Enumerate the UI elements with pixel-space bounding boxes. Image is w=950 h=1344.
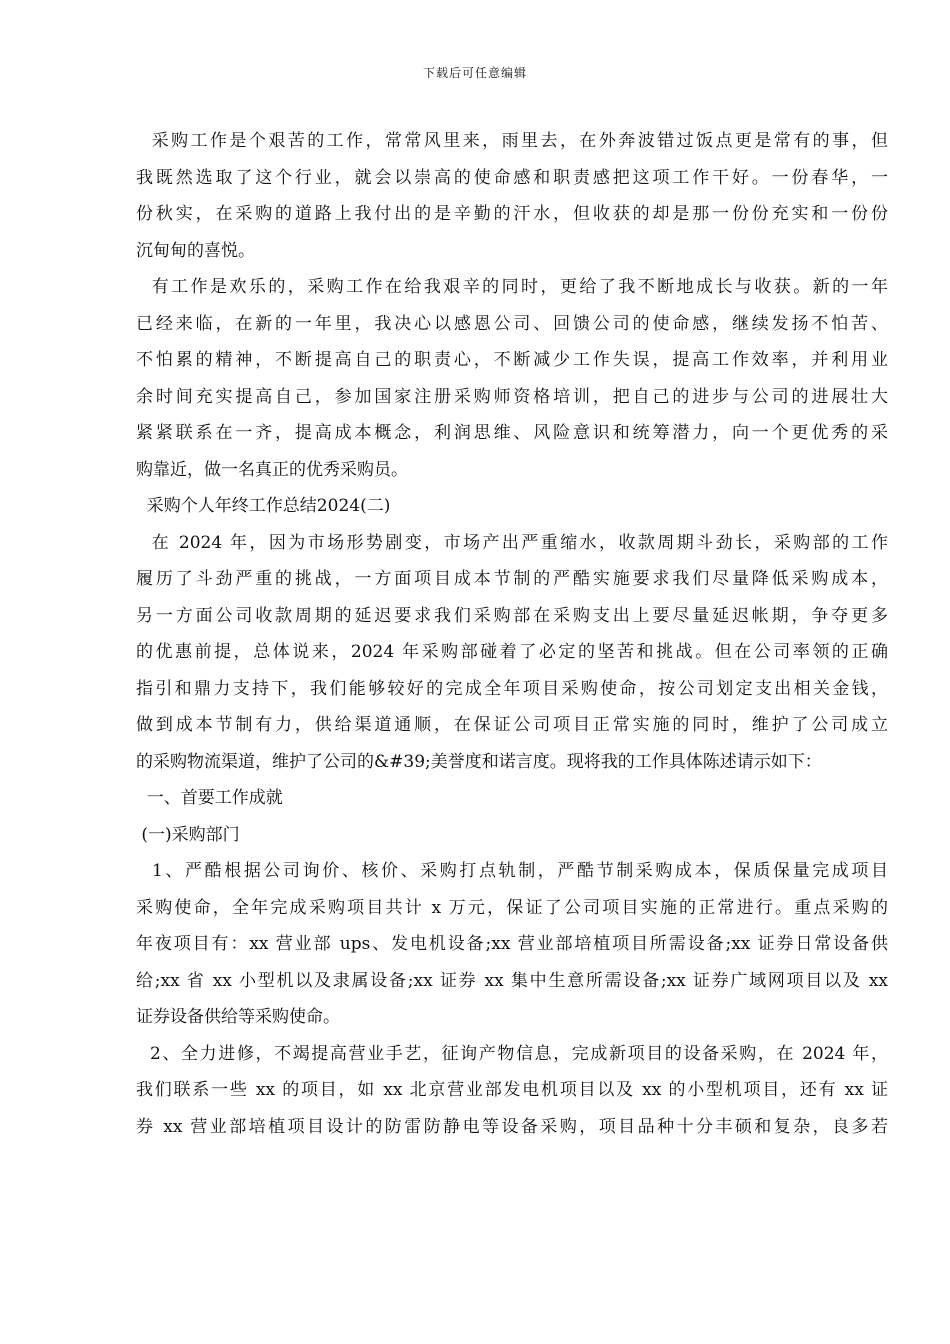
text-line: 一、首要工作成就	[136, 788, 283, 808]
text-line: 采购个人年终工作总结2024(二)	[136, 496, 391, 516]
text-line: 的优惠前提，总体说来，2024 年采购部碰着了必定的坚苦和挑战。但在公司率领的正确	[136, 642, 888, 662]
paragraph-2	[136, 269, 888, 488]
paragraph-item-1	[136, 853, 888, 1036]
text-line: 履历了斗劲严重的挑战，一方面项目成本节制的严酷实施要求我们尽量降低采购成本，	[136, 569, 888, 589]
text-line: 给;xx 省 xx 小型机以及隶属设备;xx 证券 xx 集中生意所需设备;xx 证券广域网项目以及 xx	[136, 970, 888, 991]
text-line: 已经来临，在新的一年里，我决心以感恩公司、回馈公司的使命感，继续发扬不怕苦、	[136, 313, 888, 334]
text-line: 证券设备供给等采购使命。	[136, 1007, 340, 1027]
text-line: 份秋实，在采购的道路上我付出的是辛勤的汗水，但收获的却是那一份份充实和一份份	[136, 204, 888, 224]
text-line: 余时间充实提高自己，参加国家注册采购师资格培训，把自己的进步与公司的进展壮大	[136, 386, 888, 407]
text-line: 采购工作是个艰苦的工作，常常风里来，雨里去，在外奔波错过饭点更是常有的事，但	[136, 131, 888, 151]
text-line: 在 2024 年，因为市场形势剧变，市场产出严重缩水，收款周期斗劲长，采购部的工作	[136, 532, 888, 553]
text-line: 沉甸甸的喜悦。	[136, 240, 255, 261]
text-line: 不怕累的精神，不断提高自己的职责心，不断减少工作失误，提高工作效率，并利用业	[136, 350, 888, 370]
text-line: 我们联系一些 xx 的项目，如 xx 北京营业部发电机项目以及 xx 的小型机项目，还有 xx 证	[136, 1080, 888, 1100]
page-header-note: 下载后可任意编辑	[422, 66, 527, 80]
text-line: 有工作是欢乐的，采购工作在给我艰辛的同时，更给了我不断地成长与收获。新的一年	[136, 277, 888, 297]
section-heading-2024-part-2	[136, 488, 888, 525]
text-line: 券 xx 营业部培植项目设计的防雷防静电等设备采购，项目品种十分丰硕和复杂，良多若	[136, 1116, 888, 1137]
paragraph-3	[136, 525, 888, 781]
document-body	[136, 123, 888, 1145]
text-line: 紧紧联系在一齐，提高成本概念，利润思维、风险意识和统筹潜力，向一个更优秀的采	[136, 423, 888, 443]
section-heading-main-achievements	[136, 780, 888, 817]
text-line: 采购使命，全年完成采购项目共计 x 万元，保证了公司项目实施的正常进行。重点采购的	[136, 897, 888, 918]
text-line: 另一方面公司收款周期的延迟要求我们采购部在采购支出上要尽量延迟帐期，争夺更多	[136, 605, 888, 626]
text-line: 购靠近，做一名真正的优秀采购员。	[136, 459, 408, 480]
text-line: 做到成本节制有力，供给渠道通顺，在保证公司项目正常实施的同时，维护了公司成立	[136, 715, 888, 735]
text-line: (一)采购部门	[136, 824, 240, 845]
text-line: 我既然选取了这个行业，就会以崇高的使命感和职责感把这项工作干好。一份春华，一	[136, 167, 888, 188]
paragraph-1	[136, 123, 888, 269]
text-line: 1、严酷根据公司询价、核价、采购打点轨制，严酷节制采购成本，保质保量完成项目	[136, 861, 888, 881]
text-line: 2、全力进修，不竭提高营业手艺，征询产物信息，完成新项目的设备采购，在 2024 年，	[136, 1043, 888, 1064]
paragraph-item-2	[136, 1036, 888, 1146]
text-line: 年夜项目有：xx 营业部 ups、发电机设备;xx 营业部培植项目所需设备;xx 证券日常设备供	[136, 934, 888, 954]
subsection-heading-purchasing-dept	[136, 817, 888, 854]
text-line: 的采购物流渠道，维护了公司的&#39;美誉度和诺言度。现将我的工作具体陈述请示如下：	[136, 751, 822, 772]
text-line: 指引和鼎力支持下，我们能够较好的完成全年项目采购使命，按公司划定支出相关金钱，	[136, 678, 888, 699]
